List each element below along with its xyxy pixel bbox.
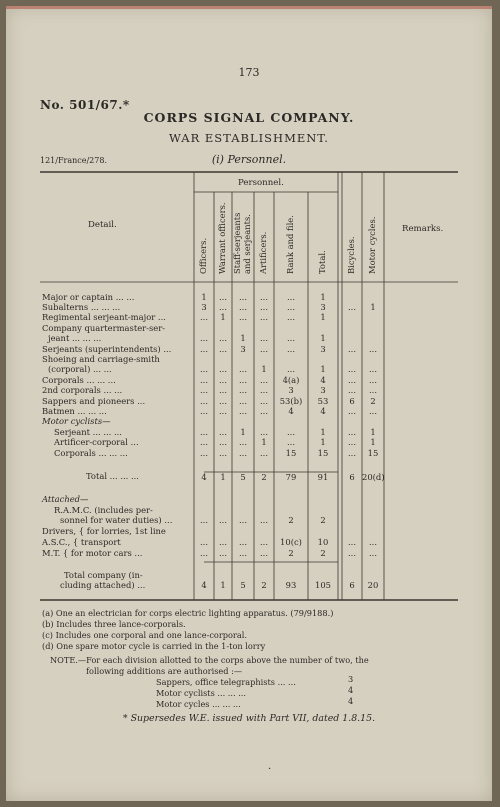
cell-officers: 1 [201,292,207,302]
cell-officers: ... [200,312,208,322]
cell-officers: 3 [201,302,207,312]
cell-staff: ... [239,312,247,322]
note-line: following additions are authorised :— [86,666,243,676]
cell-total: 10 [317,537,329,547]
cell-warrant: ... [219,515,227,525]
detail-line: 2nd corporals ... ... [42,385,123,395]
cell-motor: ... [369,548,377,558]
cell-warrant: ... [219,437,227,447]
detail-line: A.S.C., { transport [42,537,121,547]
cell-bicycles: 6 [349,472,355,482]
cell-bicycles: ... [348,437,356,447]
detail-line: Motor cyclists— [42,416,111,426]
cell-officers: ... [200,333,208,343]
cell-artificers: 2 [261,472,267,482]
cell-artificers: ... [260,333,268,343]
cell-artificers: 1 [261,364,267,374]
cell-motor: ... [369,385,377,395]
detail-line: sonnel for water duties) ... [60,515,173,525]
cell-rank: 4 [288,406,294,416]
detail-line: Serjeant ... ... ... [54,427,122,437]
detail-line: Batmen ... ... ... [42,406,107,416]
detail-line: Total company (in- [64,570,143,580]
cell-total: 3 [320,385,326,395]
cell-rank: 93 [285,580,297,590]
cell-artificers: ... [260,548,268,558]
note-line: NOTE.—For each division allotted to the corps above the number of two, the [50,655,369,665]
cell-total: 1 [320,427,326,437]
footnote: (c) Includes one corporal and one lance-corporal. [42,630,247,640]
cell-total: 53 [317,396,329,406]
cell-bicycles: ... [348,375,356,385]
note-item-label: Motor cyclists ... ... ... [156,688,247,698]
cell-officers: 4 [201,472,207,482]
cell-total: 1 [320,312,326,322]
cell-warrant: ... [219,396,227,406]
cell-warrant: ... [219,448,227,458]
col-artificers-header: Artificers. [258,231,268,274]
cell-officers: ... [200,448,208,458]
cell-motor: ... [369,344,377,354]
col-detail-header: Detail. [88,220,117,230]
cell-artificers: ... [260,302,268,312]
cell-rank: 79 [285,472,297,482]
cell-total: 1 [320,364,326,374]
page-subtitle: WAR ESTABLISHMENT. [169,131,329,145]
cell-motor: 20(d) [362,472,385,482]
detail-line: M.T. { for motor cars ... [42,548,143,558]
cell-artificers: 1 [261,437,267,447]
note-item-value: 4 [348,685,354,695]
footnote: (b) Includes three lance-corporals. [42,619,186,629]
cell-warrant: ... [219,344,227,354]
cell-rank: 2 [288,515,294,525]
detail-line: jeant ... ... ... [48,333,102,343]
note-item-value: 3 [348,674,354,684]
cell-total: 3 [320,302,326,312]
note-item-value: 4 [348,696,354,706]
detail-line: Subalterns ... ... ... [42,302,121,312]
page-number: 173 [238,66,260,79]
document-number: No. 501/67.* [40,98,130,112]
cell-total: 2 [320,515,326,525]
cell-bicycles: ... [348,302,356,312]
cell-bicycles: ... [348,364,356,374]
cell-staff: ... [239,364,247,374]
cell-motor: 1 [370,437,376,447]
cell-artificers: ... [260,448,268,458]
cell-rank: ... [287,333,295,343]
cell-artificers: ... [260,292,268,302]
document-page [6,6,492,801]
cell-bicycles: 6 [349,396,355,406]
cell-rank: 53(b) [279,396,303,406]
cell-staff: ... [239,437,247,447]
cell-motor: 1 [370,427,376,437]
note-item-label: Sappers, office telegraphists ... ... [156,677,296,687]
cell-officers: ... [200,406,208,416]
cell-warrant: 1 [220,312,226,322]
detail-line: Company quartermaster-ser- [42,323,166,333]
cell-total: 15 [317,448,329,458]
cell-motor: ... [369,537,377,547]
cell-bicycles: ... [348,385,356,395]
detail-line: (corporal) ... ... [48,364,112,374]
cell-artificers: 2 [261,580,267,590]
cell-rank: 2 [288,548,294,558]
cell-rank: ... [287,437,295,447]
footnote: (d) One spare motor cycle is carried in the 1-ton lorry [42,641,266,651]
cell-warrant: ... [219,375,227,385]
cell-staff: ... [239,548,247,558]
cell-total: 1 [320,292,326,302]
col-motor-header: Motor cycles. [367,216,377,274]
cell-rank: 15 [285,448,297,458]
cell-warrant: ... [219,292,227,302]
cell-warrant: ... [219,548,227,558]
cell-artificers: ... [260,375,268,385]
cell-officers: ... [200,396,208,406]
detail-line: Drivers, { for lorries, 1st line [42,526,166,536]
detail-line: Major or captain ... ... [42,292,135,302]
cell-officers: ... [200,548,208,558]
detail-line: Regimental serjeant-major ... [42,312,166,322]
cell-bicycles: ... [348,448,356,458]
cell-motor: 15 [367,448,379,458]
cell-motor: 20 [367,580,379,590]
cell-artificers: ... [260,312,268,322]
cell-staff: 1 [240,427,246,437]
cell-artificers: ... [260,385,268,395]
col-remarks-header: Remarks. [402,224,444,234]
cell-staff: 5 [240,472,246,482]
cell-staff: ... [239,385,247,395]
cell-staff: 1 [240,333,246,343]
cell-officers: ... [200,437,208,447]
cell-motor: ... [369,364,377,374]
cell-rank: 4(a) [282,375,300,385]
cell-officers: 4 [201,580,207,590]
cell-staff: ... [239,375,247,385]
col-staff-header-2: and serjeants. [242,214,252,274]
cell-motor: ... [369,375,377,385]
cell-total: 1 [320,437,326,447]
cell-rank: ... [287,302,295,312]
cell-motor: 2 [370,396,376,406]
detail-line: cluding attached) ... [60,580,146,590]
cell-total: 2 [320,548,326,558]
detail-line: Shoeing and carriage-smith [42,354,160,364]
print-mark: · [268,764,272,775]
cell-officers: ... [200,364,208,374]
cell-staff: ... [239,302,247,312]
detail-line: Attached— [42,494,89,504]
cell-total: 91 [317,472,329,482]
cell-warrant: ... [219,537,227,547]
detail-line: Sappers and pioneers ... [42,396,146,406]
note-item-label: Motor cycles ... ... ... [156,699,241,709]
page-edge [6,6,492,9]
cell-bicycles: ... [348,537,356,547]
cell-warrant: ... [219,333,227,343]
cell-bicycles: ... [348,548,356,558]
cell-artificers: ... [260,515,268,525]
cell-bicycles: 6 [349,580,355,590]
detail-line: Corporals ... ... ... [54,448,128,458]
col-total-header: Total. [317,250,327,274]
cell-total: 3 [320,344,326,354]
col-officers-header: Officers. [198,237,208,274]
cell-officers: ... [200,344,208,354]
cell-rank: ... [287,427,295,437]
col-rank-header: Rank and file. [285,215,295,274]
detail-line: Total ... ... ... [86,471,139,481]
cell-artificers: ... [260,537,268,547]
cell-total: 1 [320,333,326,343]
cell-staff: ... [239,396,247,406]
cell-staff: ... [239,292,247,302]
reference-number: 121/France/278. [40,156,107,165]
cell-artificers: ... [260,396,268,406]
cell-staff: ... [239,515,247,525]
cell-warrant: 1 [220,580,226,590]
detail-line: Artificer-corporal ... [54,437,139,447]
cell-motor: 1 [370,302,376,312]
cell-warrant: ... [219,364,227,374]
cell-officers: ... [200,375,208,385]
cell-rank: ... [287,364,295,374]
cell-warrant: ... [219,385,227,395]
cell-warrant: ... [219,406,227,416]
cell-rank: 3 [288,385,294,395]
cell-officers: ... [200,427,208,437]
cell-staff: ... [239,406,247,416]
cell-total: 4 [320,406,326,416]
detail-line: R.A.M.C. (includes per- [54,505,153,515]
section-heading: (i) Personnel. [211,153,287,166]
personnel-header: Personnel. [238,178,284,188]
cell-artificers: ... [260,427,268,437]
cell-bicycles: ... [348,427,356,437]
footnote: (a) One an electrician for corps electric lighting apparatus. (79/9188.) [42,608,334,618]
cell-rank: ... [287,344,295,354]
cell-total: 105 [315,580,331,590]
col-staff-header-1: Staff-serjeants [232,212,242,274]
cell-artificers: ... [260,344,268,354]
cell-officers: ... [200,537,208,547]
cell-warrant: 1 [220,472,226,482]
cell-bicycles: ... [348,406,356,416]
cell-warrant: ... [219,427,227,437]
cell-total: 4 [320,375,326,385]
cell-staff: ... [239,448,247,458]
cell-bicycles: ... [348,344,356,354]
page-title: CORPS SIGNAL COMPANY. [143,110,355,125]
cell-warrant: ... [219,302,227,312]
cell-rank: ... [287,312,295,322]
cell-artificers: ... [260,406,268,416]
cell-rank: ... [287,292,295,302]
detail-line: Serjeants (superintendents) ... [42,344,172,354]
cell-officers: ... [200,385,208,395]
cell-officers: ... [200,515,208,525]
cell-staff: 3 [240,344,246,354]
cell-motor: ... [369,406,377,416]
col-warrant-header: Warrant officers. [217,202,227,274]
cell-rank: 10(c) [280,537,302,547]
supersedes-note: * Supersedes W.E. issued with Part VII, dated 1.8.15. [122,713,376,724]
detail-line: Corporals ... ... ... [42,375,116,385]
cell-staff: ... [239,537,247,547]
col-bicycles-header: Bicycles. [346,236,356,274]
cell-staff: 5 [240,580,246,590]
